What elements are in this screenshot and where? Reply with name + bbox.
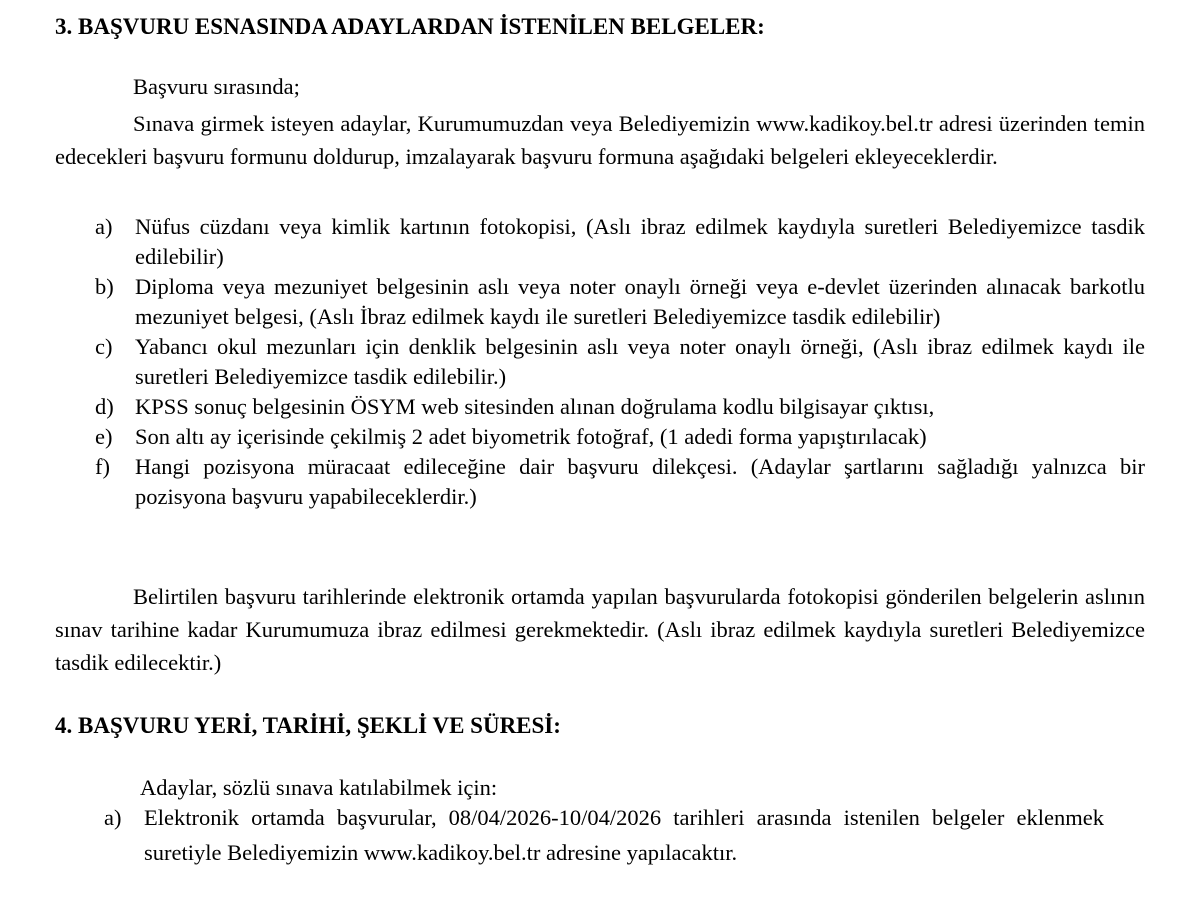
list-item-text: Son altı ay içerisinde çekilmiş 2 adet biyometrik fotoğraf, (1 adedi forma yapıştırılacak) [135, 424, 927, 449]
list-item-text: Nüfus cüzdanı veya kimlik kartının fotokopisi, (Aslı ibraz edilmek kaydıyla suretleri Belediyemizce tasdik edilebilir) [135, 214, 1145, 269]
list-item-text: KPSS sonuç belgesinin ÖSYM web sitesinden alınan doğrulama kodlu bilgisayar çıktısı, [135, 394, 935, 419]
list-item-text: Elektronik ortamda başvurular, 08/04/2026-10/04/2026 tarihleri arasında istenilen belgeler eklenmek suretiyle Belediyemizin www.kadikoy.bel.tr adresine yapılacaktır. [144, 805, 1104, 865]
section-3-intro-paragraph: Sınava girmek isteyen adaylar, Kurumumuzdan veya Belediyemizin www.kadikoy.bel.tr adresi üzerinden temin edecekleri başvuru formunu doldurup, imzalayarak başvuru formuna aşağıdaki belgeleri ekleyeceklerdir. [55, 111, 1145, 169]
list-marker: d) [95, 394, 114, 419]
list-item [95, 452, 1145, 512]
section-4-application-list [104, 800, 1104, 870]
list-item [95, 212, 1145, 272]
list-item-text: Yabancı okul mezunları için denklik belgesinin aslı veya noter onaylı örneği, (Aslı ibraz edilmek kaydı ile suretleri Belediyemizce tasdik edilebilir.) [135, 334, 1145, 389]
list-item [95, 392, 1145, 422]
section-4-heading: 4. BAŞVURU YERİ, TARİHİ, ŞEKLİ VE SÜRESİ: [55, 713, 561, 738]
list-marker: e) [95, 424, 113, 449]
list-item [95, 332, 1145, 392]
section-4-intro-line: Adaylar, sözlü sınava katılabilmek için: [140, 775, 498, 800]
list-item [95, 422, 1145, 452]
section-3-heading: 3. BAŞVURU ESNASINDA ADAYLARDAN İSTENİLEN BELGELER: [55, 14, 765, 39]
list-marker: c) [95, 334, 113, 359]
list-marker: a) [104, 805, 122, 830]
list-marker: a) [95, 214, 113, 239]
section-3-document-list [95, 212, 1145, 512]
list-marker: b) [95, 274, 114, 299]
list-item-text: Hangi pozisyona müracaat edileceğine dair başvuru dilekçesi. (Adaylar şartlarını sağladığı yalnızca bir pozisyona başvuru yapabileceklerdir.) [135, 454, 1145, 509]
list-marker: f) [95, 454, 110, 479]
section-3-closing-paragraph: Belirtilen başvuru tarihlerinde elektronik ortamda yapılan başvurularda fotokopisi gönderilen belgelerin aslının sınav tarihine kadar Kurumumuza ibraz edilmesi gerekmektedir. (Aslı ibraz edilmek kaydıyla suretleri Belediyemizce tasdik edilecektir.) [55, 584, 1145, 675]
list-item [95, 272, 1145, 332]
list-item-text: Diploma veya mezuniyet belgesinin aslı veya noter onaylı örneği veya e-devlet üzerinden alınacak barkotlu mezuniyet belgesi, (Aslı İbraz edilmek kaydı ile suretleri Belediyemizce tasdik edilebilir) [135, 274, 1145, 329]
section-3-intro-line: Başvuru sırasında; [133, 74, 300, 99]
list-item [104, 800, 1104, 870]
